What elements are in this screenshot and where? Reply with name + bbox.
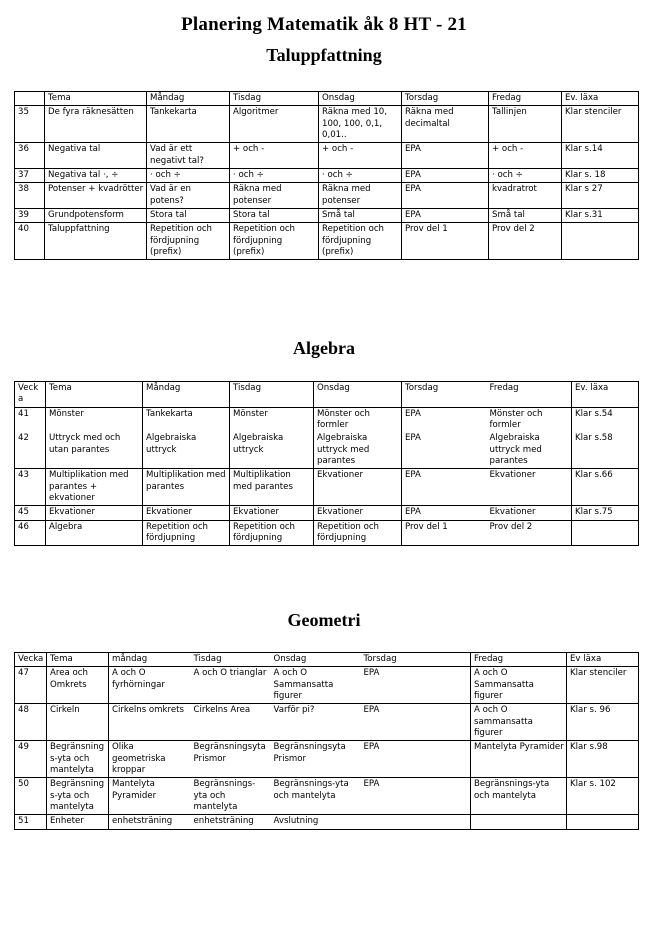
cell-mandag: A och O fyrhörningar — [109, 667, 191, 704]
cell-fredag: kvadratrot — [489, 183, 562, 209]
cell-laxa: Klar s.66 — [572, 469, 639, 506]
col-header-fredag: Fredag — [471, 653, 567, 667]
cell-vecka: 50 — [15, 778, 47, 815]
cell-laxa: Klar s.75 — [572, 506, 639, 520]
cell-tisdag: Algebraiska uttryck — [230, 432, 314, 469]
cell-mandag: Repetition och fördjupning — [143, 520, 230, 546]
section-heading-geometri: Geometri — [287, 610, 361, 630]
cell-mandag: Tankekarta — [143, 407, 230, 432]
cell-torsdag: EPA — [402, 183, 489, 209]
cell-tisdag: Begränsningsyta Prismor — [191, 741, 271, 778]
cell-onsdag: Räkna med potenser — [319, 183, 402, 209]
col-header-fredag: Fredag — [489, 92, 562, 106]
cell-torsdag: EPA — [361, 667, 471, 704]
cell-fredag: Små tal — [489, 209, 562, 223]
col-header-torsdag: Torsdag — [361, 653, 471, 667]
cell-laxa: Klar s.54 — [572, 407, 639, 432]
cell-mandag: Tankekarta — [147, 106, 230, 143]
cell-vecka: 39 — [15, 209, 45, 223]
page-title: Planering Matematik åk 8 HT - 21 — [181, 14, 467, 35]
cell-fredag: A och O sammansatta figurer — [471, 704, 567, 741]
cell-torsdag: Prov del 1 — [402, 520, 487, 546]
cell-tema: Begränsnings-yta och mantelyta — [47, 778, 109, 815]
col-header-onsdag: Onsdag — [319, 92, 402, 106]
table-row — [15, 432, 639, 469]
cell-tema: Multiplikation med parantes + ekvationer — [46, 469, 143, 506]
table-row — [15, 106, 639, 143]
table-row — [15, 815, 639, 829]
table-row — [15, 520, 639, 546]
cell-onsdag: Räkna med 10, 100, 100, 0,1, 0,01.. — [319, 106, 402, 143]
cell-vecka: 47 — [15, 667, 47, 704]
section-title-wrap-taluppfattning — [0, 45, 648, 67]
cell-fredag: Tallinjen — [489, 106, 562, 143]
cell-torsdag: EPA — [402, 506, 487, 520]
cell-mandag: Mantelyta Pyramider — [109, 778, 191, 815]
cell-laxa — [567, 815, 639, 829]
col-header-tema: Tema — [47, 653, 109, 667]
cell-tisdag: Ekvationer — [230, 506, 314, 520]
table-row — [15, 506, 639, 520]
cell-onsdag: Begränsnings-yta och mantelyta — [271, 778, 361, 815]
cell-vecka: 38 — [15, 183, 45, 209]
cell-torsdag: Räkna med decimaltal — [402, 106, 489, 143]
cell-tisdag: Repetition och fördjupning (prefix) — [230, 223, 319, 260]
cell-torsdag: EPA — [402, 469, 487, 506]
cell-laxa: Klar s.58 — [572, 432, 639, 469]
table-row — [15, 778, 639, 815]
cell-fredag: Mantelyta Pyramider — [471, 741, 567, 778]
section-title-wrap-geometri — [0, 610, 648, 632]
col-header-laxa: Ev. läxa — [572, 382, 639, 408]
cell-tema: Negativa tal — [45, 143, 147, 169]
cell-vecka: 36 — [15, 143, 45, 169]
cell-fredag: Prov del 2 — [487, 520, 572, 546]
cell-tisdag: Repetition och fördjupning — [230, 520, 314, 546]
cell-vecka: 49 — [15, 741, 47, 778]
col-header-vecka — [15, 92, 45, 106]
cell-fredag: A och O Sammansatta figurer — [471, 667, 567, 704]
cell-tema: Potenser + kvadrötter — [45, 183, 147, 209]
cell-laxa — [562, 223, 639, 260]
table-row — [15, 183, 639, 209]
cell-tema: Uttryck med och utan parantes — [46, 432, 143, 469]
cell-onsdag: + och - — [319, 143, 402, 169]
cell-fredag: Ekvationer — [487, 469, 572, 506]
cell-onsdag: Algebraiska uttryck med parantes — [314, 432, 402, 469]
cell-tema: De fyra räknesätten — [45, 106, 147, 143]
cell-vecka: 46 — [15, 520, 46, 546]
cell-laxa: Klar s. 102 — [567, 778, 639, 815]
cell-onsdag: Repetition och fördjupning — [314, 520, 402, 546]
cell-torsdag: EPA — [402, 407, 487, 432]
table-header-row — [15, 382, 639, 408]
cell-tema: Mönster — [46, 407, 143, 432]
cell-mandag: Vad är ett negativt tal? — [147, 143, 230, 169]
cell-onsdag: A och O Sammansatta figurer — [271, 667, 361, 704]
cell-torsdag: EPA — [402, 169, 489, 183]
table-row — [15, 169, 639, 183]
cell-mandag: Olika geometriska kroppar — [109, 741, 191, 778]
cell-torsdag: Prov del 1 — [402, 223, 489, 260]
cell-tisdag: Räkna med potenser — [230, 183, 319, 209]
cell-vecka: 41 — [15, 407, 46, 432]
col-header-mandag: måndag — [109, 653, 191, 667]
cell-laxa — [572, 520, 639, 546]
col-header-tisdag: Tisdag — [230, 92, 319, 106]
col-header-fredag: Fredag — [487, 382, 572, 408]
cell-laxa: Klar s.31 — [562, 209, 639, 223]
col-header-onsdag: Onsdag — [271, 653, 361, 667]
cell-tema: Begränsnings-yta och mantelyta — [47, 741, 109, 778]
cell-laxa: Klar s. 96 — [567, 704, 639, 741]
cell-tisdag: enhetsträning — [191, 815, 271, 829]
cell-mandag: Algebraiska uttryck — [143, 432, 230, 469]
cell-torsdag: EPA — [402, 432, 487, 469]
cell-onsdag: Repetition och fördjupning (prefix) — [319, 223, 402, 260]
cell-tema: Negativa tal ·, ÷ — [45, 169, 147, 183]
cell-laxa: Klar s. 18 — [562, 169, 639, 183]
cell-vecka: 37 — [15, 169, 45, 183]
cell-mandag: Repetition och fördjupning (prefix) — [147, 223, 230, 260]
table-taluppfattning — [14, 91, 639, 260]
cell-vecka: 40 — [15, 223, 45, 260]
cell-onsdag: Avslutning — [271, 815, 361, 829]
table-geometri — [14, 652, 639, 830]
cell-mandag: Ekvationer — [143, 506, 230, 520]
cell-vecka: 42 — [15, 432, 46, 469]
table-row — [15, 704, 639, 741]
cell-onsdag: Små tal — [319, 209, 402, 223]
cell-mandag: · och ÷ — [147, 169, 230, 183]
cell-fredag — [471, 815, 567, 829]
cell-vecka: 45 — [15, 506, 46, 520]
cell-fredag: Ekvationer — [487, 506, 572, 520]
col-header-mandag: Måndag — [143, 382, 230, 408]
cell-fredag: · och ÷ — [489, 169, 562, 183]
cell-tisdag: Mönster — [230, 407, 314, 432]
cell-torsdag: EPA — [402, 143, 489, 169]
cell-tema: Taluppfattning — [45, 223, 147, 260]
cell-laxa: Klar s.14 — [562, 143, 639, 169]
cell-fredag: Algebraiska uttryck med parantes — [487, 432, 572, 469]
col-header-laxa: Ev. läxa — [562, 92, 639, 106]
col-header-tema: Tema — [46, 382, 143, 408]
cell-tema: Enheter — [47, 815, 109, 829]
cell-onsdag: · och ÷ — [319, 169, 402, 183]
table-row — [15, 469, 639, 506]
cell-torsdag: EPA — [361, 704, 471, 741]
col-header-tema: Tema — [45, 92, 147, 106]
cell-onsdag: Ekvationer — [314, 469, 402, 506]
table-row — [15, 667, 639, 704]
col-header-torsdag: Torsdag — [402, 92, 489, 106]
table-row — [15, 223, 639, 260]
cell-vecka: 48 — [15, 704, 47, 741]
section-heading-taluppfattning: Taluppfattning — [266, 45, 382, 65]
cell-tema: Area och Omkrets — [47, 667, 109, 704]
col-header-mandag: Måndag — [147, 92, 230, 106]
table-header-row — [15, 92, 639, 106]
cell-fredag: Prov del 2 — [489, 223, 562, 260]
cell-onsdag: Mönster och formler — [314, 407, 402, 432]
table-row — [15, 209, 639, 223]
cell-tisdag: Multiplikation med parantes — [230, 469, 314, 506]
table-row — [15, 407, 639, 432]
cell-mandag: Multiplikation med parantes — [143, 469, 230, 506]
table-row — [15, 143, 639, 169]
cell-tema: Cirkeln — [47, 704, 109, 741]
col-header-torsdag: Torsdag — [402, 382, 487, 408]
cell-laxa: Klar s.98 — [567, 741, 639, 778]
section-heading-algebra: Algebra — [293, 338, 355, 358]
cell-laxa: Klar stenciler — [567, 667, 639, 704]
cell-fredag: Begränsnings-yta och mantelyta — [471, 778, 567, 815]
col-header-vecka: Vecka — [15, 653, 47, 667]
cell-tisdag: A och O trianglar — [191, 667, 271, 704]
col-header-vecka: Vecka — [15, 382, 46, 408]
table-header-row — [15, 653, 639, 667]
cell-torsdag: EPA — [361, 778, 471, 815]
col-header-laxa: Ev läxa — [567, 653, 639, 667]
section-title-wrap-algebra — [0, 338, 648, 360]
cell-tisdag: Begränsnings-yta och mantelyta — [191, 778, 271, 815]
cell-laxa: Klar s 27 — [562, 183, 639, 209]
cell-fredag: + och - — [489, 143, 562, 169]
table-row — [15, 741, 639, 778]
col-header-tisdag: Tisdag — [230, 382, 314, 408]
cell-mandag: Vad är en potens? — [147, 183, 230, 209]
cell-laxa: Klar stenciler — [562, 106, 639, 143]
cell-onsdag: Varför pi? — [271, 704, 361, 741]
cell-tema: Grundpotensform — [45, 209, 147, 223]
cell-tisdag: Stora tal — [230, 209, 319, 223]
cell-mandag: Cirkelns omkrets — [109, 704, 191, 741]
cell-torsdag: EPA — [402, 209, 489, 223]
cell-tema: Ekvationer — [46, 506, 143, 520]
cell-torsdag: EPA — [361, 741, 471, 778]
cell-torsdag — [361, 815, 471, 829]
table-algebra — [14, 381, 639, 546]
cell-onsdag: Ekvationer — [314, 506, 402, 520]
cell-tisdag: · och ÷ — [230, 169, 319, 183]
cell-onsdag: Begränsningsyta Prismor — [271, 741, 361, 778]
cell-vecka: 35 — [15, 106, 45, 143]
col-header-onsdag: Onsdag — [314, 382, 402, 408]
document-title-wrap — [0, 6, 648, 37]
cell-vecka: 43 — [15, 469, 46, 506]
cell-mandag: enhetsträning — [109, 815, 191, 829]
cell-vecka: 51 — [15, 815, 47, 829]
col-header-tisdag: Tisdag — [191, 653, 271, 667]
cell-tisdag: Cirkelns Area — [191, 704, 271, 741]
cell-tisdag: Algoritmer — [230, 106, 319, 143]
cell-tisdag: + och - — [230, 143, 319, 169]
cell-fredag: Mönster och formler — [487, 407, 572, 432]
cell-mandag: Stora tal — [147, 209, 230, 223]
cell-tema: Algebra — [46, 520, 143, 546]
